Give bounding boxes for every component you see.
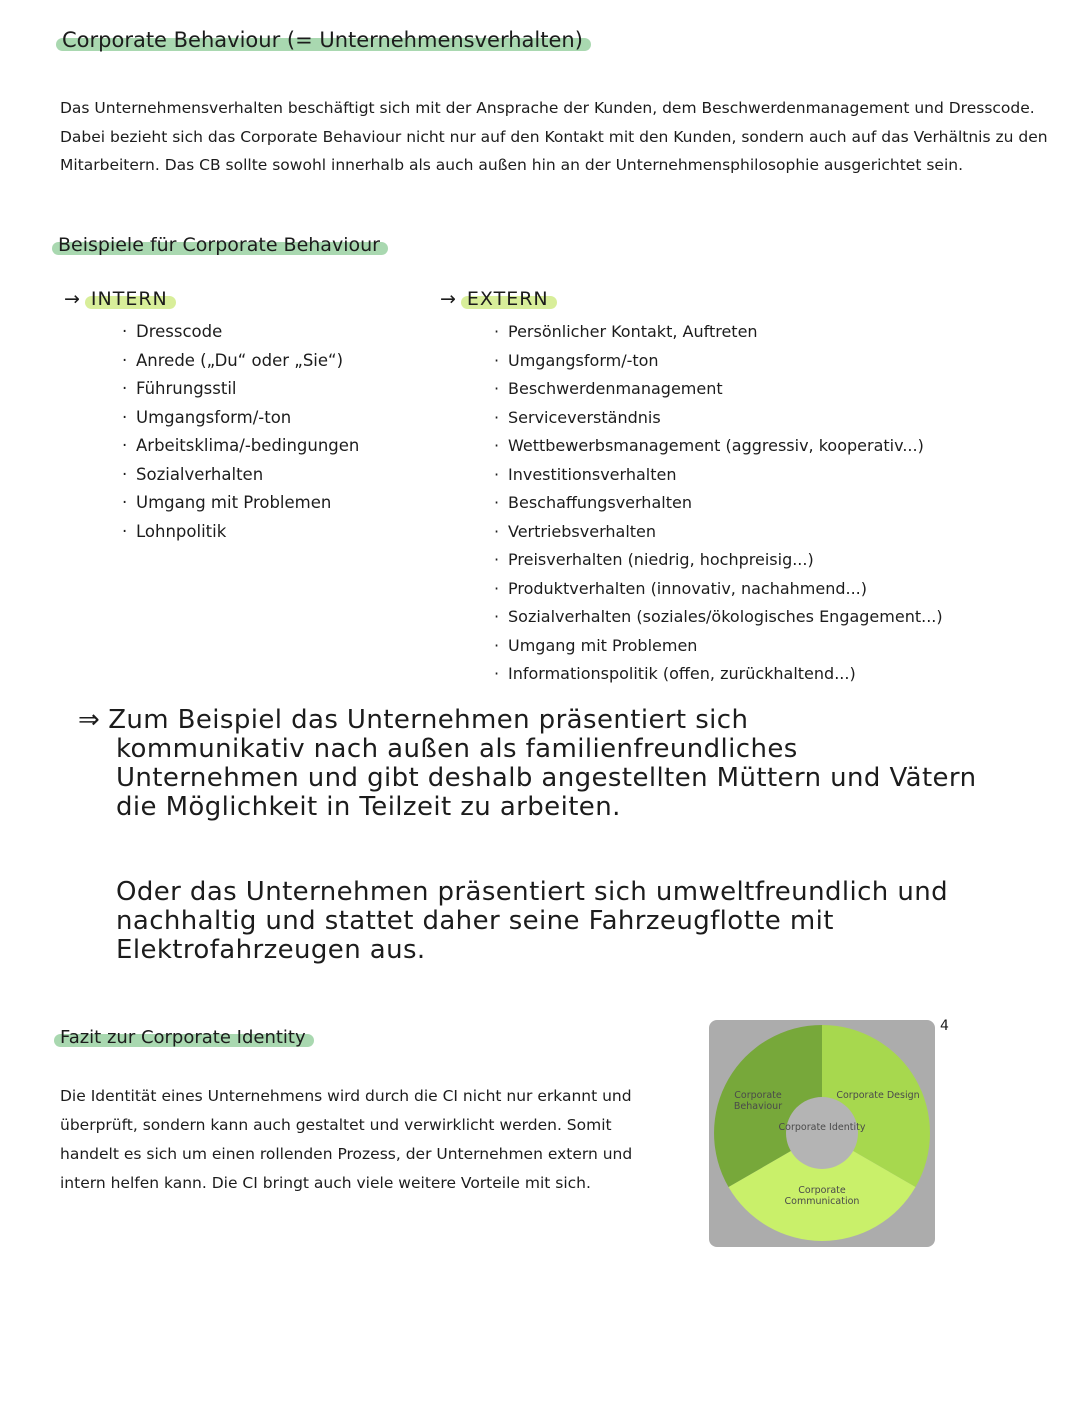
list-item: · Informationspolitik (offen, zurückhaltend...): [510, 660, 943, 689]
fazit-paragraph: Die Identität eines Unternehmens wird durch die CI nicht nur erkannt und überprüft, sondern kann auch gestaltet und verwirklicht werden. Somit handelt es sich um einen rollenden Prozess, der Unternehmen extern und intern helfen kann. Die CI bringt auch viele weitere Vorteile mit sich.: [60, 1087, 633, 1192]
label-corporate-identity: Corporate Identity: [778, 1122, 866, 1133]
example-1-first-line: Zum Beispiel das Unternehmen präsentiert sich: [108, 705, 749, 735]
extern-heading-text: EXTERN: [466, 288, 549, 310]
label-corporate-behaviour: Corporate Behaviour: [733, 1090, 783, 1112]
list-item: · Arbeitsklima/-bedingungen: [138, 432, 359, 461]
list-item: · Serviceverständnis: [510, 404, 943, 433]
fazit-heading-text: Fazit zur Corporate Identity: [60, 1027, 306, 1048]
list-item: · Anrede („Du“ oder „Sie“): [138, 347, 359, 376]
label-corporate-communication: Corporate Communication: [784, 1185, 860, 1207]
page-title: [62, 28, 583, 52]
list-item: · Lohnpolitik: [138, 518, 359, 547]
list-item: · Umgangsform/-ton: [510, 347, 943, 376]
list-item: · Sozialverhalten (soziales/ökologisches Engagement...): [510, 603, 943, 632]
list-item: · Persönlicher Kontakt, Auftreten: [510, 318, 943, 347]
list-item: · Umgangsform/-ton: [138, 404, 359, 433]
intern-heading-text: INTERN: [90, 288, 168, 310]
list-item: · Führungsstil: [138, 375, 359, 404]
page-title-text: Corporate Behaviour (= Unternehmensverhalten): [62, 28, 583, 52]
ci-diagram: [709, 1020, 935, 1247]
list-item: · Beschwerdenmanagement: [510, 375, 943, 404]
list-item: · Dresscode: [138, 318, 359, 347]
list-item: · Umgang mit Problemen: [510, 632, 943, 661]
list-item: · Produktverhalten (innovativ, nachahmend...): [510, 575, 943, 604]
list-item: · Preisverhalten (niedrig, hochpreisig...): [510, 546, 943, 575]
examples-heading-text: Beispiele für Corporate Behaviour: [58, 234, 380, 256]
examples-heading: [58, 234, 380, 256]
list-item: · Investitionsverhalten: [510, 461, 943, 490]
page-number: 4: [940, 1018, 949, 1034]
example-paragraph-2: Oder das Unternehmen präsentiert sich umweltfreundlich und nachhaltig und stattet daher seine Fahrzeugflotte mit Elektrofahrzeugen aus.: [116, 877, 948, 965]
list-item: · Sozialverhalten: [138, 461, 359, 490]
label-corporate-design: Corporate Design: [836, 1090, 920, 1101]
arrow-right-icon: →: [64, 288, 81, 310]
extern-heading: [440, 288, 549, 310]
example-1-rest: kommunikativ nach außen als familienfreundliches Unternehmen und gibt deshalb angestellten Müttern und Vätern die Möglichkeit in Teilzeit zu arbeiten.: [116, 734, 977, 822]
extern-list: [510, 318, 943, 689]
fazit-heading: [60, 1027, 306, 1048]
list-item: · Wettbewerbsmanagement (aggressiv, kooperativ...): [510, 432, 943, 461]
list-item: · Umgang mit Problemen: [138, 489, 359, 518]
example-paragraph-1: [78, 706, 978, 822]
arrow-right-icon: →: [440, 288, 457, 310]
list-item: · Vertriebsverhalten: [510, 518, 943, 547]
intro-paragraph: Das Unternehmensverhalten beschäftigt sich mit der Ansprache der Kunden, dem Beschwerdenmanagement und Dresscode. Dabei bezieht sich das Corporate Behaviour nicht nur auf den Kontakt mit den Kunden, sondern auch auf das Verhältnis zu den Mitarbeitern. Das CB sollte sowohl innerhalb als auch außen hin an der Unternehmensphilosophie ausgerichtet sein.: [60, 99, 1048, 174]
double-arrow-icon: ⇒: [78, 705, 101, 735]
intern-heading: [64, 288, 168, 310]
intern-list: [138, 318, 359, 546]
ci-diagram-svg: [709, 1020, 935, 1247]
list-item: · Beschaffungsverhalten: [510, 489, 943, 518]
